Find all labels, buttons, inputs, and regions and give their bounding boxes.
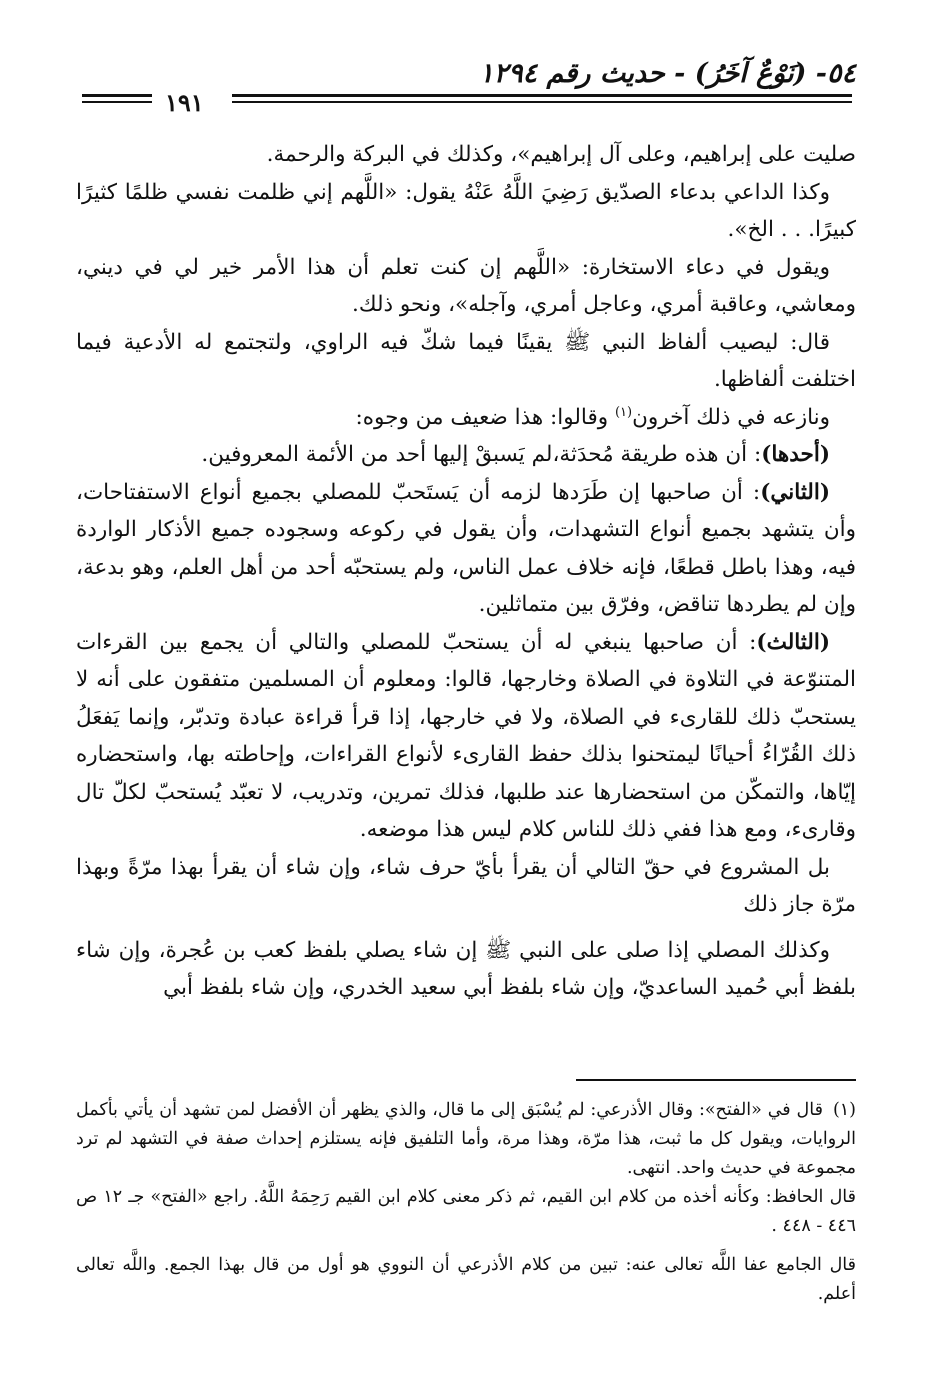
footnote-1-number: (١)	[832, 1100, 856, 1120]
objection-text-start: ونازعه في ذلك آخرون	[632, 404, 830, 430]
paragraph-second-point	[76, 474, 856, 624]
objection-text-end: وقالوا: هذا ضعيف من وجوه:	[355, 404, 615, 430]
footnote-separator	[576, 1079, 856, 1081]
paragraph-recitation: بل المشروع في حقّ التالي أن يقرأ بأيّ حرف شاء، وإن شاء أن يقرأ بهذا مرّةً وبهذا مرّة جاز ذلك	[76, 854, 856, 917]
paragraph-third-point	[76, 624, 856, 849]
paragraph-qala: قال: ليصيب ألفاظ النبي ﷺ يقينًا فيما شكّ فيه الراوي، ولتجتمع له الأدعية فيما اختلفت ألفاظها.	[76, 329, 856, 392]
paragraph-salat-wording: وكذلك المصلي إذا صلى على النبي ﷺ إن شاء يصلي بلفظ كعب بن عُجرة، وإن شاء بلفظ أبي حُميد الساعديّ، وإن شاء بلفظ أبي سعيد الخدري، وإن شاء بلفظ أبي	[76, 937, 856, 1000]
page-number: ١٩١	[165, 88, 204, 117]
third-point-label: (الثالث)	[756, 629, 830, 655]
third-point-text: : أن صاحبها ينبغي له أن يستحبّ للمصلي والتالي أن يجمع بين القرءات المتنوّعة في التلاوة في الصلاة وخارجها، قالوا: ومعلوم أن المسلمين متفقون على أنه لا يستحبّ ذلك للقارىء في الصلاة، ولا في خارجها، إذا قرأ قراءة عبادة وتدبّر، وإنما يَفعَلُ ذلك القُرّاءُ أحيانًا ليمتحنوا بذلك حفظ القارىء لأنواع القراءات، وإحاطته بها، واستحضاره إيّاها، والتمكّن من استحضارها عند طلبها، فذلك تمرين، وتدريب، لا تعبّد يُستحبّ لكلّ تال وقارىء، ومع هذا ففي ذلك للناس كلام ليس هذا موضعه.	[76, 629, 856, 842]
main-text	[76, 136, 856, 1007]
paragraph-first-point	[76, 436, 856, 474]
footnote-jami: قال الجامع عفا اللَّه تعالى عنه: تبين من كلام الأذرعي أن النووي هو أول من قال بهذا الجمع. واللَّه تعالى أعلم.	[76, 1255, 856, 1304]
paragraph-siddiq-dua: وكذا الداعي بدعاء الصدّيق رَضِيَ اللَّهُ عَنْهُ يقول: «اللَّهم إني ظلمت نفسي ظلمًا كثيرًا كبيرًا. . . الخ».	[76, 179, 856, 242]
footnotes	[76, 1096, 856, 1309]
paragraph-continuation: صليت على إبراهيم، وعلى آل إبراهيم»، وكذلك في البركة والرحمة.	[266, 142, 856, 167]
second-point-text: : أن صاحبها إن طَرَدها لزمه أن يَستَحبّ للمصلي بجميع أنواع الاستفتاحات، وأن يتشهد بجميع أنواع التشهدات، وأن يقول في ركوعه وسجوده جميع الأذكار الواردة فيه، وهذا باطل قطعًا، فإنه خلاف عمل الناس، ولم يستحبّه أحد من أهل العلم، وهو بدعة، وإن لم يطردها تناقض، وفرّق بين متماثلين.	[76, 479, 856, 617]
first-point-label: (أحدها)	[761, 442, 830, 467]
footnote-1-text: قال في «الفتح»: وقال الأذرعي: لم يُسْبَق إلى ما قال، والذي يظهر أن الأفضل لمن تشهد أن يأتي بأكمل الروايات، ويقول كل ما ثبت، هذا مرّة، وهذا مرة، وأما التلفيق فإنه يستلزم إحداث صفة في التشهد لم ترد مجموعة في حديث واحد. انتهى.	[76, 1100, 856, 1178]
footnote-hafiz: قال الحافظ: وكأنه أخذه من كلام ابن القيم، ثم ذكر معنى كلام ابن القيم رَحِمَهُ اللَّهُ. راجع «الفتح» جـ ١٢ ص ٤٤٦ - ٤٤٨ .	[76, 1187, 856, 1236]
header-rule-right	[232, 94, 852, 103]
second-point-label: (الثاني)	[760, 479, 830, 505]
paragraph-objection	[76, 399, 856, 437]
first-point-text: : أن هذه طريقة مُحدَثة،لم يَسبقْ إليها أحد من الأئمة المعروفين.	[201, 442, 762, 467]
running-header-title: ٥٤- (نَوْعٌ آخَرُ) - حديث رقم ١٢٩٤	[479, 58, 856, 89]
header-rule-left	[82, 94, 152, 103]
footnote-1	[76, 1096, 856, 1183]
paragraph-istikhara: ويقول في دعاء الاستخارة: «اللَّهم إن كنت تعلم أن هذا الأمر خير لي في ديني، ومعاشي، وعاقبة أمري، وعاجل أمري، وآجله»، ونحو ذلك.	[76, 254, 856, 317]
footnote-reference: (١)	[614, 404, 633, 420]
